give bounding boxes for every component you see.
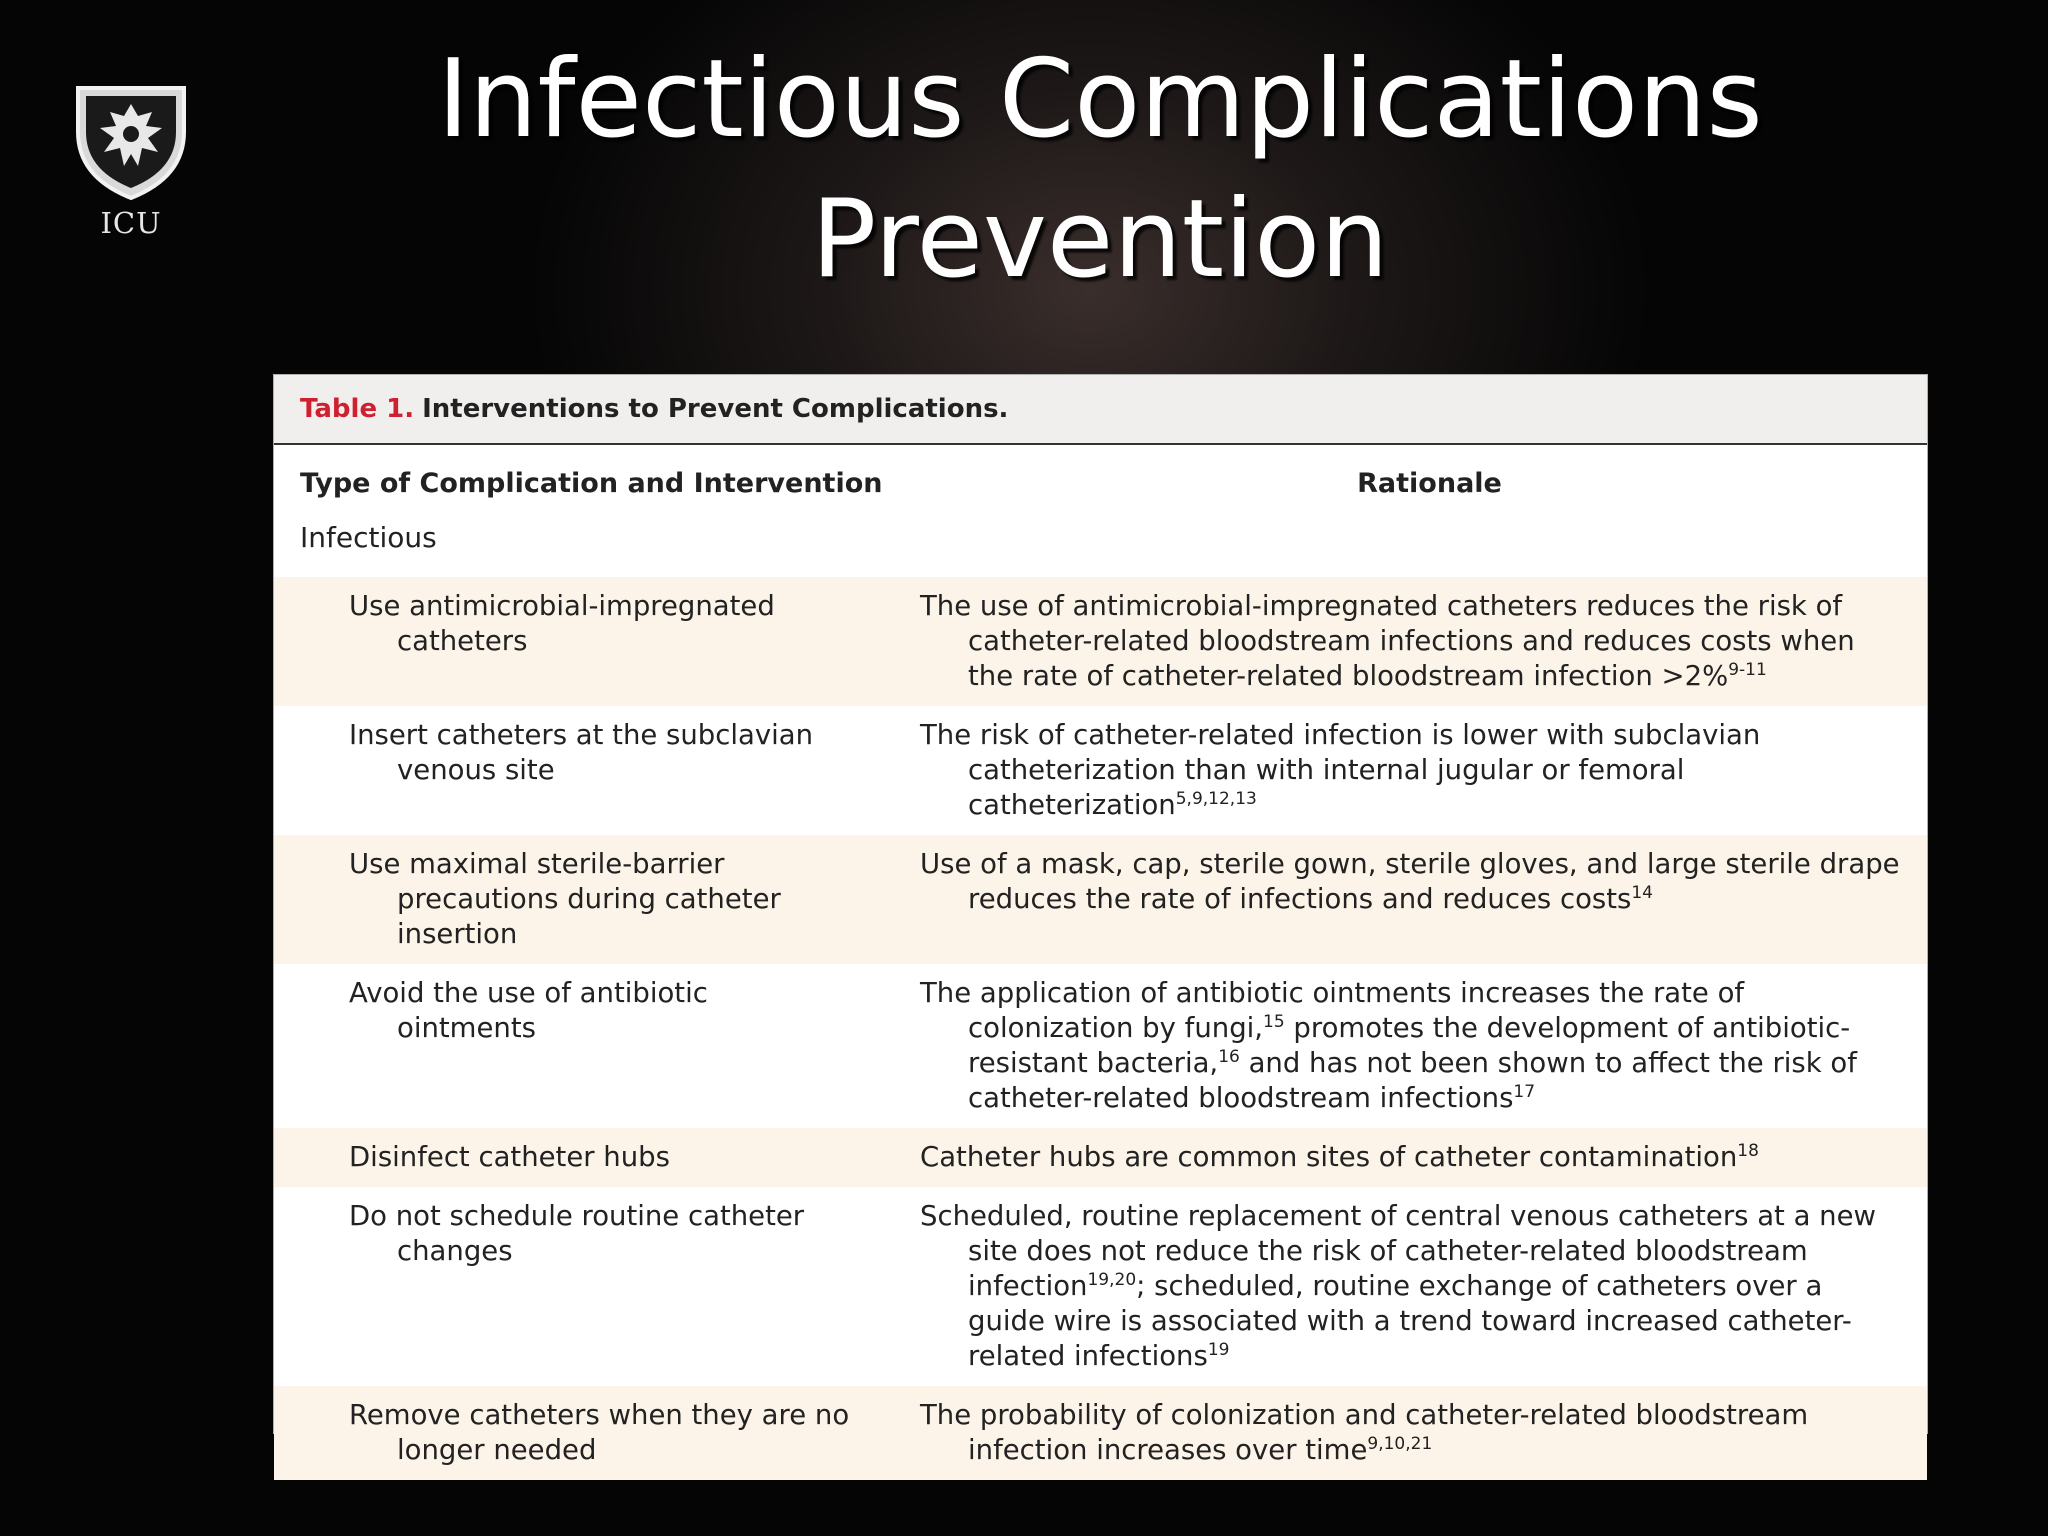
table-row bbox=[274, 835, 1927, 964]
table-caption bbox=[274, 375, 1927, 445]
reference-superscript: 19 bbox=[1207, 1339, 1230, 1360]
reference-superscript: 16 bbox=[1218, 1046, 1240, 1067]
table-row bbox=[274, 964, 1927, 1128]
rationale-cell: The application of antibiotic ointments increases the rate of colonization by fungi,$^{15}$ promotes the development of antibiotic-resistant bacteria,$^{16}$ and has not been shown to affect the risk of catheter-related bloodstream infections$^{17}$ bbox=[920, 977, 1857, 1114]
intervention-cell: Avoid the use of antibiotic ointments bbox=[349, 977, 708, 1044]
table-header bbox=[274, 445, 1927, 521]
rationale-cell: The risk of catheter-related infection is lower with subclavian catheterization than with internal jugular or femoral catheterization$^{5,9,12,13}$ bbox=[920, 719, 1761, 821]
rationale-cell: The use of antimicrobial-impregnated catheters reduces the risk of catheter-related bloodstream infections and reduces costs when the rate of catheter-related bloodstream infection >2%$^{9-11}$ bbox=[920, 590, 1855, 692]
reference-superscript: 17 bbox=[1513, 1081, 1536, 1102]
logo-text: ICU bbox=[100, 206, 162, 240]
table-row bbox=[274, 1128, 1927, 1187]
intervention-cell: Use maximal sterile-barrier precautions during catheter insertion bbox=[349, 848, 781, 950]
rationale-cell: Catheter hubs are common sites of catheter contamination$^{18}$ bbox=[920, 1140, 1759, 1173]
intervention-cell: Disinfect catheter hubs bbox=[349, 1141, 670, 1173]
header-intervention: Type of Complication and Intervention bbox=[300, 467, 883, 499]
intervention-cell: Insert catheters at the subclavian venous site bbox=[349, 719, 814, 786]
table-number: Table 1. bbox=[300, 394, 415, 424]
rationale-cell: Scheduled, routine replacement of central venous catheters at a new site does not reduce the risk of catheter-related bloodstream infection$^{19,20}$; scheduled, routine exchange of catheters over a guide wire is associated with a trend toward increased catheter-related infections$^{19}$ bbox=[920, 1200, 1877, 1372]
table-caption-text: Interventions to Prevent Complications. bbox=[422, 394, 1009, 424]
rationale-cell: Use of a mask, cap, sterile gown, sterile gloves, and large sterile drape reduces the rate of infections and reduces costs$^{14}$ bbox=[920, 848, 1900, 915]
table-row bbox=[274, 577, 1927, 706]
title-line-2: Prevention bbox=[811, 177, 1389, 302]
header-rationale: Rationale bbox=[1357, 467, 1502, 499]
title-line-1: Infectious Complications bbox=[437, 37, 1763, 162]
reference-superscript: 9,10,21 bbox=[1367, 1433, 1433, 1454]
intervention-cell: Do not schedule routine catheter changes bbox=[349, 1200, 805, 1267]
table-row bbox=[274, 706, 1927, 835]
intervention-cell: Use antimicrobial-impregnated catheters bbox=[349, 590, 775, 657]
section-label: Infectious bbox=[300, 521, 437, 554]
reference-superscript: 18 bbox=[1737, 1140, 1759, 1161]
reference-superscript: 14 bbox=[1631, 882, 1653, 903]
slide-title bbox=[300, 30, 1900, 310]
table-row bbox=[274, 1187, 1927, 1386]
reference-superscript: 15 bbox=[1263, 1011, 1285, 1032]
rationale-cell: The probability of colonization and catheter-related bloodstream infection increases over time$^{9,10,21}$ bbox=[920, 1399, 1809, 1466]
table-row bbox=[274, 1386, 1927, 1480]
shield-crest-icon bbox=[72, 82, 190, 202]
reference-superscript: 19,20 bbox=[1087, 1269, 1137, 1290]
interventions-table bbox=[273, 374, 1928, 1466]
reference-superscript: 9-11 bbox=[1728, 659, 1767, 680]
intervention-cell: Remove catheters when they are no longer needed bbox=[349, 1399, 850, 1466]
reference-superscript: 5,9,12,13 bbox=[1175, 788, 1257, 809]
